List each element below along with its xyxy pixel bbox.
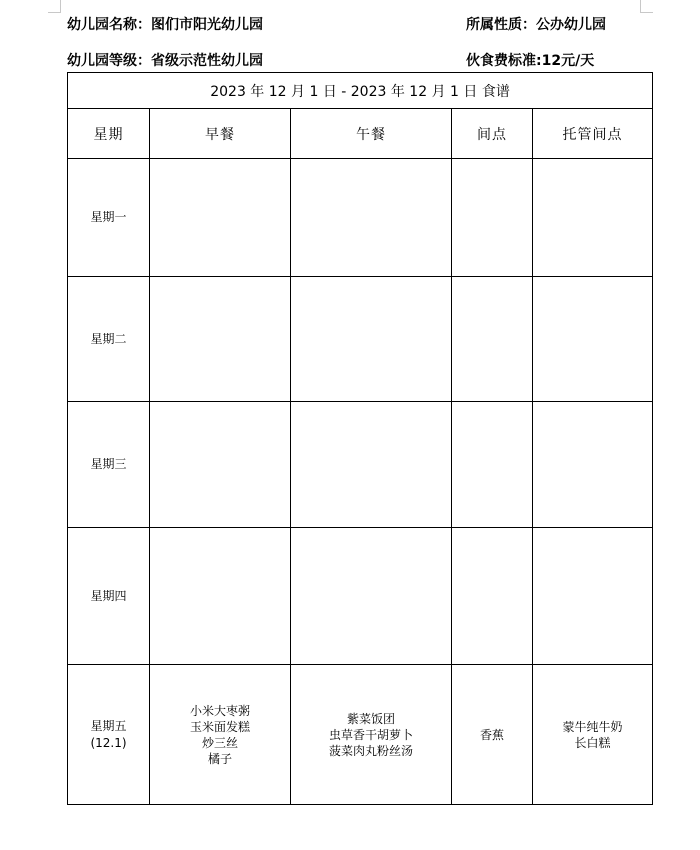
- weekday-label: 星期一: [90, 210, 127, 224]
- column-header-breakfast: 早餐: [150, 109, 291, 159]
- lunch-cell: [291, 277, 452, 402]
- weekday-cell: [68, 159, 150, 277]
- snack-cell: [452, 159, 533, 277]
- weekday-label: 星期四: [90, 588, 127, 603]
- snack-cell: [452, 402, 533, 528]
- snack-cell: [452, 528, 533, 665]
- weekday-cell: [68, 402, 150, 528]
- breakfast-cell: [150, 277, 291, 402]
- table-row: [68, 277, 653, 402]
- breakfast-item: 玉米面发糕: [189, 719, 250, 734]
- lunch-cell: [291, 159, 452, 277]
- weekly-menu-table: [67, 72, 653, 805]
- menu-date-title: 2023 年 12 月 1 日 - 2023 年 12 月 1 日 食谱: [68, 73, 653, 109]
- kindergarten-name: 幼儿园名称：图们市阳光幼儿园: [67, 17, 263, 33]
- breakfast-item: 小米大枣粥: [189, 703, 250, 718]
- care-snack-cell: [533, 277, 653, 402]
- snack-cell: [452, 665, 533, 805]
- breakfast-item: 炒三丝: [201, 735, 238, 750]
- lunch-cell: [291, 528, 452, 665]
- care-snack-item: 蒙牛纯牛奶: [562, 719, 623, 734]
- column-header-weekday: 星期: [68, 109, 150, 159]
- breakfast-item: 橘子: [207, 751, 232, 766]
- breakfast-cell: [150, 159, 291, 277]
- table-row: [68, 528, 653, 665]
- care-snack-cell: [533, 159, 653, 277]
- weekday-date: (12.1): [90, 735, 127, 750]
- lunch-item: 虫草香干胡萝卜: [328, 727, 413, 742]
- table-row: [68, 159, 653, 277]
- lunch-cell: [291, 665, 452, 805]
- breakfast-cell: [150, 402, 291, 528]
- snack-cell: [452, 277, 533, 402]
- column-header-lunch: 午餐: [291, 109, 452, 159]
- care-snack-cell: [533, 665, 653, 805]
- care-snack-cell: [533, 528, 653, 665]
- weekday-cell: [68, 277, 150, 402]
- weekday-cell: [68, 665, 150, 805]
- corner-crop-mark-left: [48, 0, 61, 13]
- care-snack-item: 长白糕: [574, 735, 611, 750]
- table-row: [68, 402, 653, 528]
- column-header-snack: 间点: [452, 109, 533, 159]
- snack-item: 香蕉: [479, 727, 504, 742]
- affiliation-type: 所属性质：公办幼儿园: [466, 17, 606, 33]
- table-row: [68, 665, 653, 805]
- weekday-label: 星期三: [90, 457, 127, 471]
- care-snack-cell: [533, 402, 653, 528]
- meal-fee-standard: 伙食费标准:12元/天: [466, 53, 595, 69]
- lunch-cell: [291, 402, 452, 528]
- kindergarten-grade: 幼儿园等级：省级示范性幼儿园: [67, 53, 263, 69]
- weekday-label: 星期五: [90, 718, 127, 733]
- breakfast-cell: [150, 665, 291, 805]
- breakfast-cell: [150, 528, 291, 665]
- lunch-item: 菠菜肉丸粉丝汤: [328, 743, 413, 758]
- weekday-label: 星期二: [90, 331, 127, 346]
- weekday-cell: [68, 528, 150, 665]
- column-header-row: [68, 109, 653, 159]
- corner-crop-mark-right: [640, 0, 653, 13]
- column-header-care-snack: 托管间点: [533, 109, 653, 159]
- table-title-row: [68, 73, 653, 109]
- lunch-item: 紫菜饭团: [346, 711, 395, 726]
